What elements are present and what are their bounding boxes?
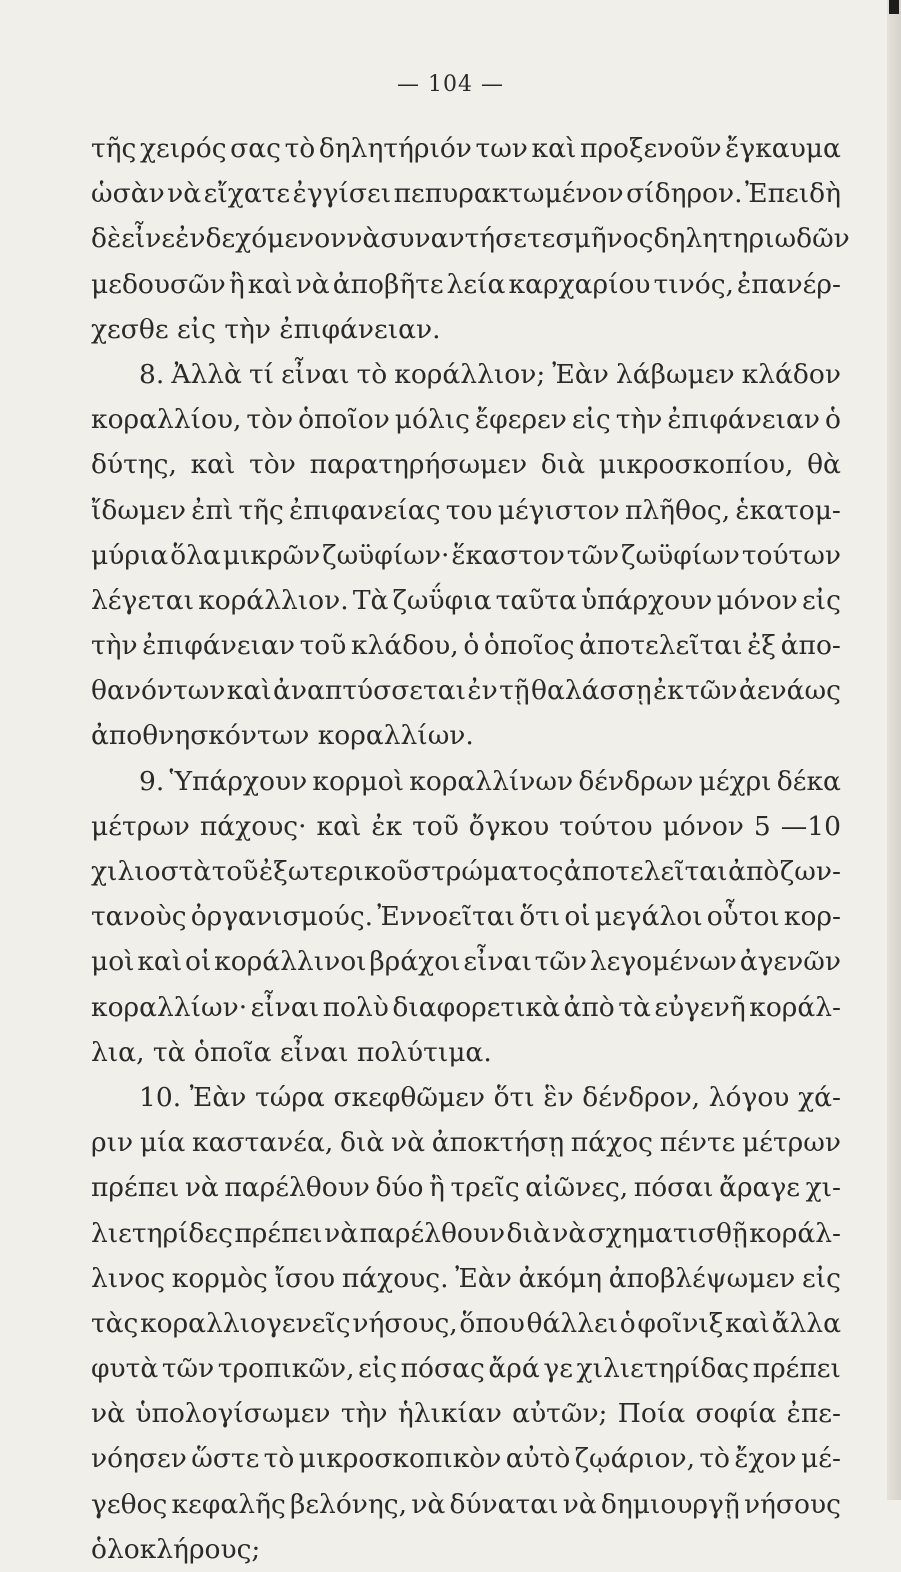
body-text bbox=[91, 126, 850, 1572]
text-line: χιλιοστὰ τοῦ ἐξωτερικοῦ στρώματος ἀποτελεῖται ἀπὸ ζων- bbox=[91, 856, 841, 887]
text-line: κοραλλίου, τὸν ὁποῖον μόλις ἔφερεν εἰς τὴν ἐπιφάνειαν ὁ bbox=[91, 404, 841, 436]
text-line: ἴδωμεν ἐπὶ τῆς ἐπιφανείας του μέγιστον πλῆθος, ἑκατομ- bbox=[91, 494, 841, 526]
text-line: τανοὺς ὀργανισμούς. Ἐννοεῖται ὅτι οἱ μεγάλοι οὗτοι κορ- bbox=[91, 901, 841, 933]
text-line: λια, τὰ ὁποῖα εἶναι πολύτιμα. bbox=[91, 1036, 492, 1068]
page-corner-mark bbox=[889, 0, 899, 14]
text-line: χεσθε εἰς τὴν ἐπιφάνειαν. bbox=[91, 313, 441, 345]
text-line: νὰ ὑπολογίσωμεν τὴν ἡλικίαν αὐτῶν; Ποία σοφία ἐπε- bbox=[91, 1398, 841, 1430]
text-line: φυτὰ τῶν τροπικῶν, εἰς πόσας ἄρά γε χιλιετηρίδας πρέπει bbox=[91, 1353, 841, 1385]
text-line: μοὶ καὶ οἱ κοράλλινοι βράχοι εἶναι τῶν λεγομένων ἀγενῶν bbox=[91, 946, 841, 978]
text-line: λέγεται κοράλλιον. Τὰ ζωΰφια ταῦτα ὑπάρχουν μόνον εἰς bbox=[91, 584, 841, 616]
text-line: μέτρων πάχους· καὶ ἐκ τοῦ ὄγκου τούτου μόνον 5 —10 bbox=[91, 810, 841, 842]
text-line: ὡσὰν νὰ εἴχατε ἐγγίσει πεπυρακτωμένον σίδηρον. Ἐπειδὴ bbox=[91, 178, 841, 210]
text-line: νόησεν ὥστε τὸ μικροσκοπικὸν αὐτὸ ζῳάριον, τὸ ἔχον μέ- bbox=[91, 1443, 841, 1475]
text-line: μεδουσῶν ἢ καὶ νὰ ἀποβῆτε λεία καρχαρίου τινός, ἐπανέρ- bbox=[91, 268, 841, 300]
text-line: ριν μία καστανέα, διὰ νὰ ἀποκτήσῃ πάχος πέντε μέτρων bbox=[91, 1127, 841, 1159]
text-line: λιετηρίδες πρέπει νὰ παρέλθουν διὰ νὰ σχηματισθῇ κοράλ- bbox=[91, 1217, 841, 1249]
page-edge bbox=[887, 0, 901, 1500]
text-line: 9. Ὑπάρχουν κορμοὶ κοραλλίνων δένδρων μέχρι δέκα bbox=[139, 765, 841, 797]
text-line: γεθος κεφαλῆς βελόνης, νὰ δύναται νὰ δημιουργῇ νήσους bbox=[91, 1488, 841, 1520]
text-line: τὰς κοραλλιογενεῖς νήσους, ὅπου θάλλει ὁ φοῖνιξ καὶ ἄλλα bbox=[91, 1307, 841, 1339]
text-line: ὁλοκλήρους; bbox=[91, 1533, 261, 1565]
text-line: κοραλλίων· εἶναι πολὺ διαφορετικὰ ἀπὸ τὰ εὐγενῆ κοράλ- bbox=[91, 991, 841, 1023]
text-line: δὲ εἶνε ἐνδεχόμενον νὰ συναντήσετε σμῆνος δηλητηριωδῶν bbox=[91, 223, 850, 255]
page-number: — 104 — bbox=[397, 72, 504, 97]
text-line: μύρια ὅλα μικρῶν ζωϋφίων· ἕκαστον τῶν ζωϋφίων τούτων bbox=[91, 539, 841, 571]
text-line: πρέπει νὰ παρέλθουν δύο ἢ τρεῖς αἰῶνες, πόσαι ἄραγε χι- bbox=[91, 1172, 841, 1204]
text-line: λινος κορμὸς ἴσου πάχους. Ἐὰν ἀκόμη ἀποβλέψωμεν εἰς bbox=[91, 1262, 841, 1294]
text-line: 10. Ἐὰν τώρα σκεφθῶμεν ὅτι ἓν δένδρον, λόγου χά- bbox=[139, 1081, 841, 1113]
text-line: ἀποθνησκόντων κοραλλίων. bbox=[91, 720, 474, 752]
text-line: τὴν ἐπιφάνειαν τοῦ κλάδου, ὁ ὁποῖος ἀποτελεῖται ἐξ ἀπο- bbox=[91, 630, 841, 662]
text-line: 8. Ἀλλὰ τί εἶναι τὸ κοράλλιον; Ἐὰν λάβωμεν κλάδον bbox=[139, 358, 841, 390]
text-line: θανόντων καὶ ἀναπτύσσεται ἐν τῇ θαλάσσῃ ἐκ τῶν ἀενάως bbox=[91, 675, 841, 707]
text-line: δύτης, καὶ τὸν παρατηρήσωμεν διὰ μικροσκοπίου, θὰ bbox=[91, 449, 841, 481]
text-line: τῆς χειρός σας τὸ δηλητήριόν των καὶ προξενοῦν ἔγκαυμα bbox=[91, 133, 841, 164]
